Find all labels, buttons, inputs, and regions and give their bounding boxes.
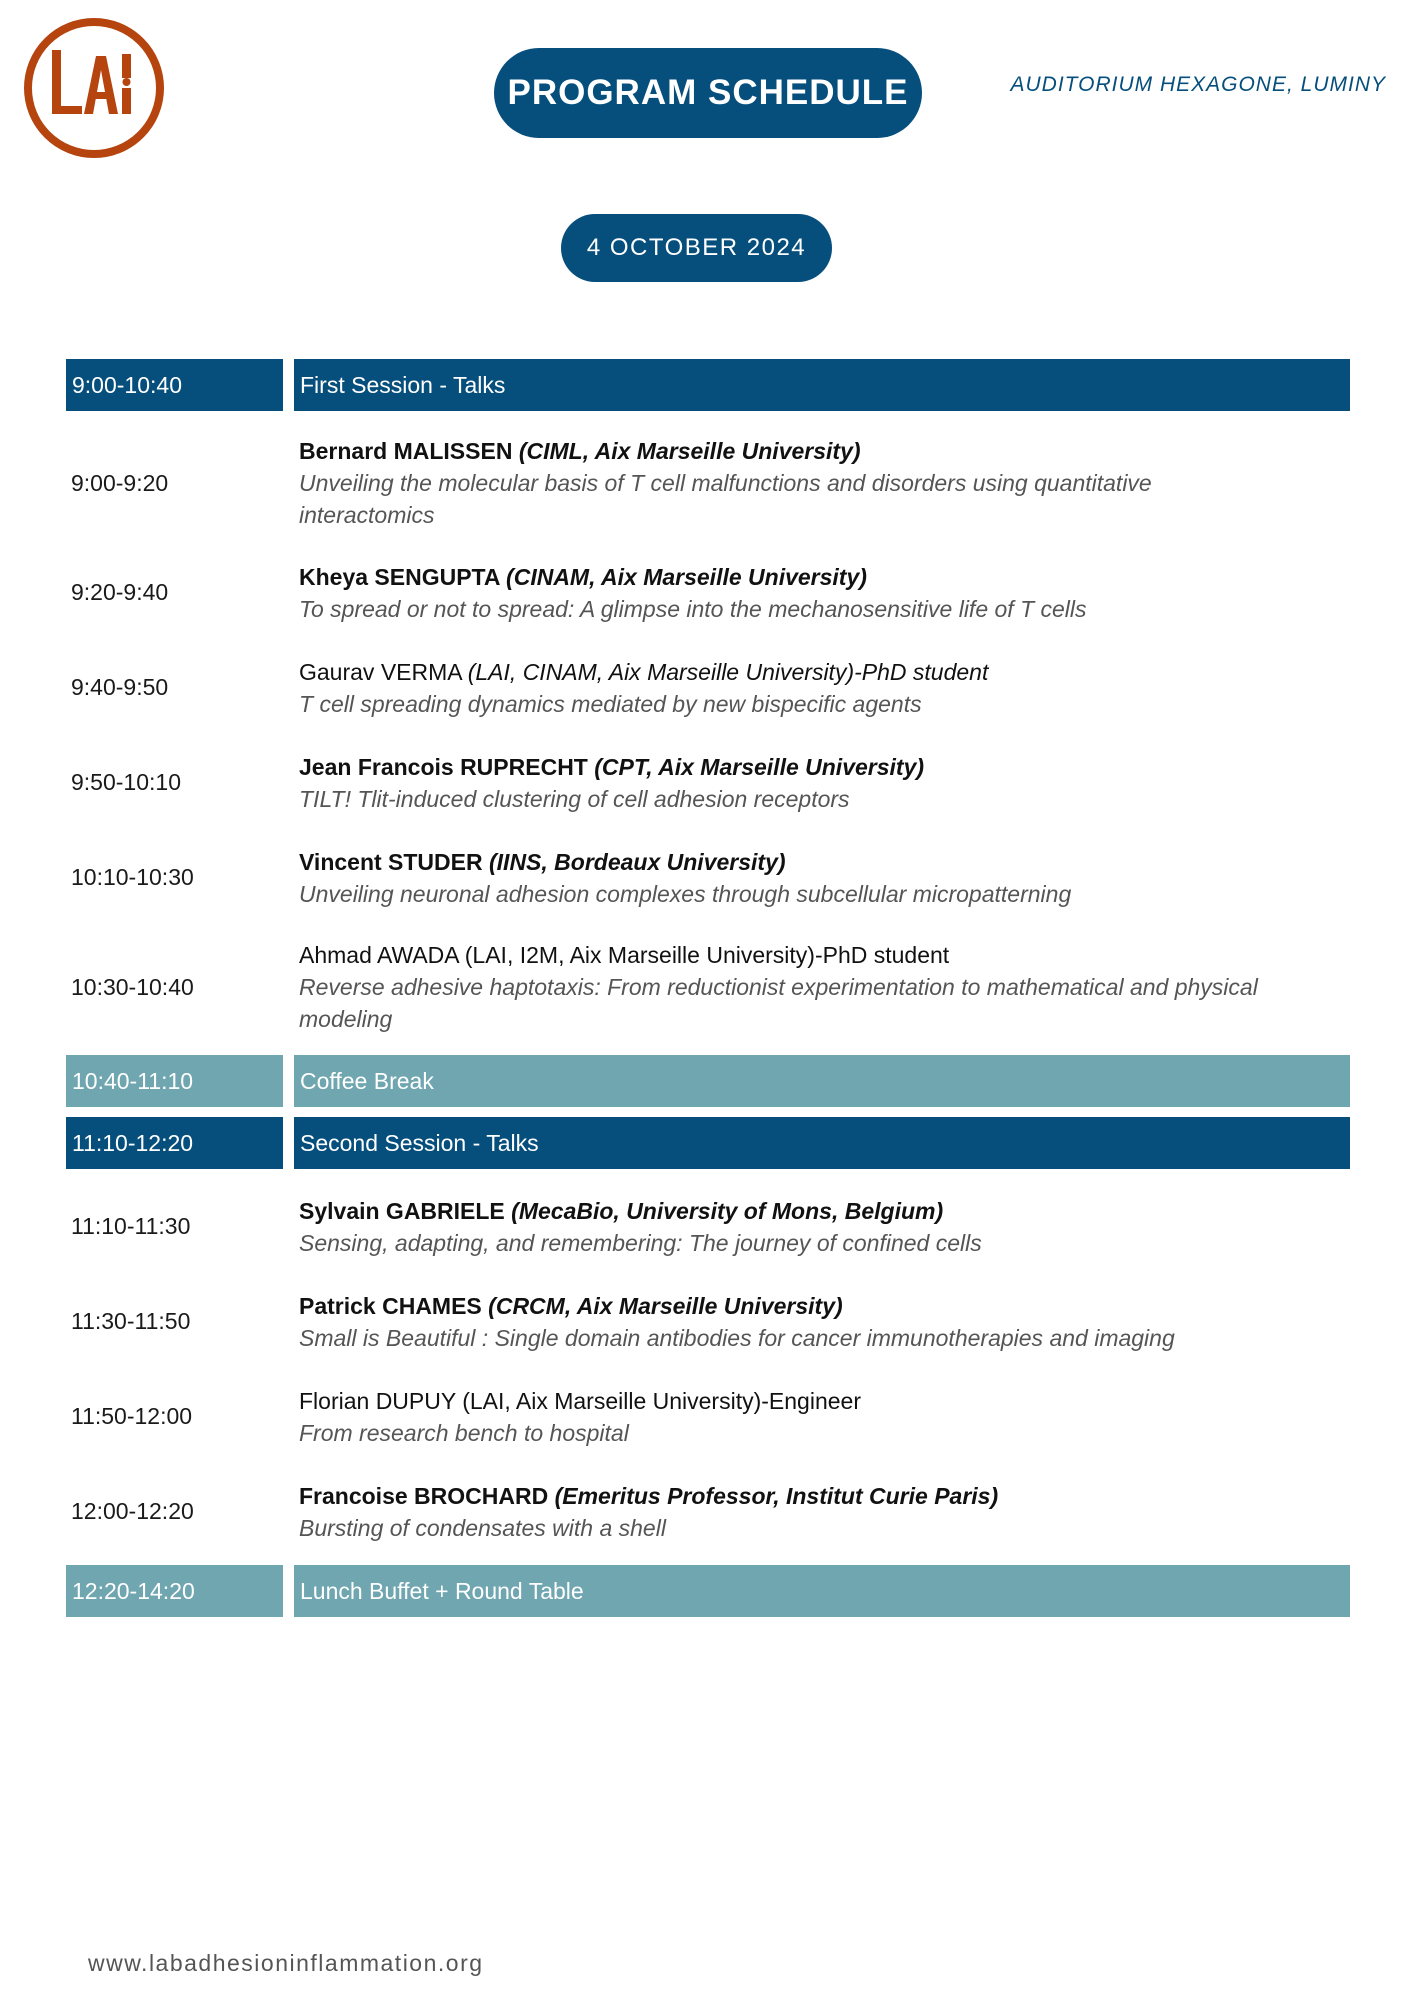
talk-time: 9:00-9:20 xyxy=(71,469,169,496)
session-header-second xyxy=(66,1117,1350,1169)
talk-content xyxy=(294,656,1350,720)
speaker-line xyxy=(299,1195,1280,1227)
venue-label: AUDITORIUM HEXAGONE, LUMINY xyxy=(1010,73,1386,96)
speaker-line xyxy=(299,1480,1280,1512)
talk-time: 10:30-10:40 xyxy=(71,973,194,1000)
talk-content xyxy=(294,939,1350,1035)
speaker-name: Patrick CHAMES xyxy=(299,1292,482,1319)
talk-row xyxy=(66,1369,1350,1464)
session-header-first xyxy=(66,359,1350,411)
speaker-affiliation: (CRCM, Aix Marseille University) xyxy=(488,1292,843,1319)
talk-title: Unveiling the molecular basis of T cell malfunctions and disorders using quantitative interactomics xyxy=(299,470,1152,528)
coffee-break-bar xyxy=(66,1055,1350,1107)
session-time: 9:00-10:40 xyxy=(66,359,283,411)
speaker-name: Gaurav VERMA xyxy=(299,658,462,685)
speaker-name: Kheya SENGUPTA xyxy=(299,563,500,590)
speaker-name: Vincent STUDER xyxy=(299,848,483,875)
website-link[interactable]: www.labadhesioninflammation.org xyxy=(88,1950,484,1976)
speaker-line xyxy=(299,1385,1280,1417)
speaker-line xyxy=(299,561,1280,593)
talk-row xyxy=(66,421,1350,545)
lunch-bar xyxy=(66,1565,1350,1617)
speaker-affiliation: (CIML, Aix Marseille University) xyxy=(518,438,861,464)
speaker-line xyxy=(299,1290,1280,1322)
talk-time: 9:50-10:10 xyxy=(71,769,181,795)
talk-title: To spread or not to spread: A glimpse into the mechanosensitive life of T cells xyxy=(299,595,1087,622)
speaker-affiliation: (LAI, I2M, Aix Marseille University)-PhD student xyxy=(464,942,950,968)
talk-title: Reverse adhesive haptotaxis: From reductionist experimentation to mathematical and physical modeling xyxy=(299,974,1258,1032)
speaker-line xyxy=(299,435,1280,467)
speaker-line xyxy=(299,846,1280,878)
speaker-name: Sylvain GABRIELE xyxy=(299,1197,505,1224)
talk-title: From research bench to hospital xyxy=(299,1419,629,1446)
speaker-affiliation: (Emeritus Professor, Institut Curie Paris) xyxy=(554,1482,999,1509)
lai-logo-graphic xyxy=(22,16,166,160)
talk-content xyxy=(294,1195,1350,1259)
lunch-time: 12:20-14:20 xyxy=(66,1565,283,1617)
talk-title: Bursting of condensates with a shell xyxy=(299,1514,666,1541)
talk-row xyxy=(66,830,1350,925)
lai-logo xyxy=(22,16,166,160)
talk-row xyxy=(66,545,1350,640)
talk-time: 9:40-9:50 xyxy=(71,674,169,700)
page-title: PROGRAM SCHEDULE xyxy=(494,48,922,138)
talk-content xyxy=(294,435,1350,531)
talk-title: Unveiling neuronal adhesion complexes through subcellular micropatterning xyxy=(299,880,1072,907)
talk-title: TILT! Tlit-induced clustering of cell adhesion receptors xyxy=(299,785,850,812)
speaker-affiliation: (CINAM, Aix Marseille University) xyxy=(506,563,867,590)
talk-content xyxy=(294,1290,1350,1354)
talk-time: 10:10-10:30 xyxy=(71,864,194,890)
date-badge: 4 OCTOBER 2024 xyxy=(561,214,832,282)
talk-title: Small is Beautiful : Single domain antibodies for cancer immunotherapies and imaging xyxy=(299,1324,1175,1351)
talk-title: T cell spreading dynamics mediated by new bispecific agents xyxy=(299,690,922,717)
talk-row xyxy=(66,1464,1350,1559)
talk-content xyxy=(294,846,1350,910)
talk-content xyxy=(294,1385,1350,1449)
break-time: 10:40-11:10 xyxy=(66,1055,283,1107)
speaker-name: Jean Francois RUPRECHT xyxy=(299,753,588,780)
speaker-name: Ahmad AWADA xyxy=(299,942,459,968)
speaker-name: Francoise BROCHARD xyxy=(299,1482,549,1509)
speaker-line xyxy=(299,939,1280,971)
talk-content xyxy=(294,1480,1350,1544)
speaker-affiliation: (LAI, Aix Marseille University)-Engineer xyxy=(462,1387,861,1414)
talk-content xyxy=(294,561,1350,625)
session-time: 11:10-12:20 xyxy=(66,1117,283,1169)
talk-time: 11:10-11:30 xyxy=(71,1213,191,1239)
schedule-table xyxy=(66,359,1350,1627)
speaker-affiliation: (IINS, Bordeaux University) xyxy=(489,848,786,875)
speaker-name: Bernard MALISSEN xyxy=(299,438,513,464)
speaker-affiliation: (LAI, CINAM, Aix Marseille University)-PhD student xyxy=(467,658,989,685)
speaker-affiliation: (MecaBio, University of Mons, Belgium) xyxy=(511,1197,944,1224)
talk-title: Sensing, adapting, and remembering: The journey of confined cells xyxy=(299,1229,982,1256)
talk-row xyxy=(66,1179,1350,1274)
break-label: Coffee Break xyxy=(294,1055,1350,1107)
speaker-line xyxy=(299,656,1280,688)
lunch-label: Lunch Buffet + Round Table xyxy=(294,1565,1350,1617)
talk-time: 9:20-9:40 xyxy=(71,579,169,605)
speaker-name: Florian DUPUY xyxy=(299,1387,456,1414)
talk-content xyxy=(294,751,1350,815)
session-label: First Session - Talks xyxy=(294,359,1350,411)
session-label: Second Session - Talks xyxy=(294,1117,1350,1169)
talk-time: 11:30-11:50 xyxy=(71,1308,191,1334)
talk-row xyxy=(66,640,1350,735)
talk-row xyxy=(66,925,1350,1049)
speaker-affiliation: (CPT, Aix Marseille University) xyxy=(594,753,925,780)
talk-time: 12:00-12:20 xyxy=(71,1498,194,1524)
speaker-line xyxy=(299,751,1280,783)
talk-row xyxy=(66,1274,1350,1369)
talk-row xyxy=(66,735,1350,830)
talk-time: 11:50-12:00 xyxy=(71,1403,193,1429)
